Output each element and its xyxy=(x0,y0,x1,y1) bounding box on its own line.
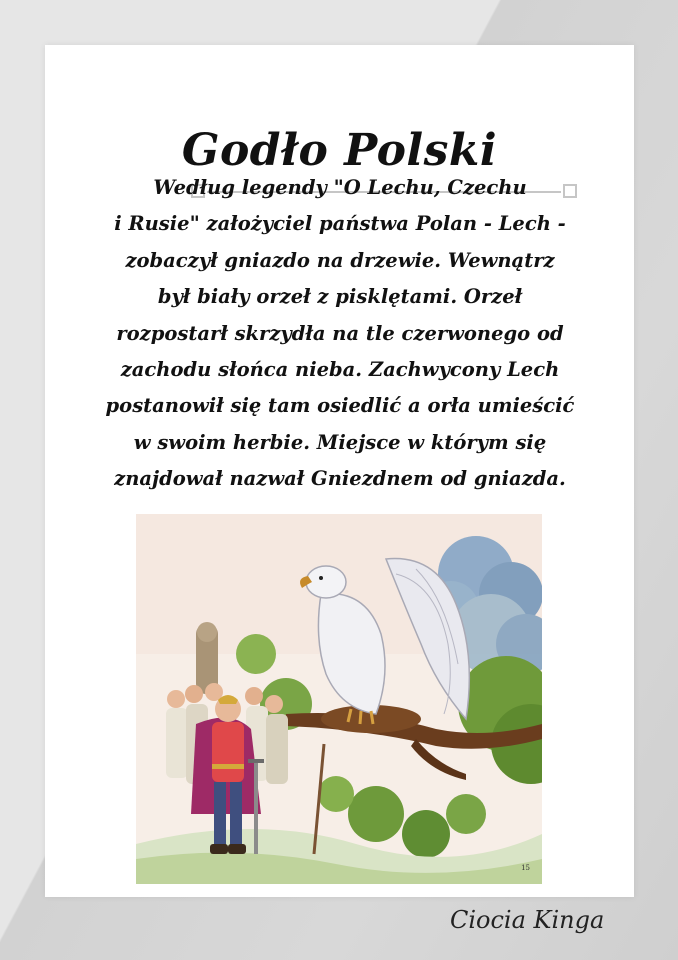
legend-text xyxy=(95,170,585,498)
legend-illustration xyxy=(136,514,542,884)
author-signature: Ciocia Kinga xyxy=(450,906,605,934)
legend-line: rozpostarł skrzydła na tle czerwonego od xyxy=(116,321,564,345)
illustration-page-number: 15 xyxy=(521,864,530,872)
page-title: Godło Polski xyxy=(181,125,498,176)
legend-line: zachodu słońca nieba. Zachwycony Lech xyxy=(120,358,560,382)
illustration-drawing xyxy=(136,514,542,884)
legend-line: był biały orzeł z pisklętami. Orzeł xyxy=(157,285,523,309)
legend-line: w swoim herbie. Miejsce w którym się xyxy=(133,430,547,454)
legend-line: postanowił się tam osiedlić a orła umieścić xyxy=(105,394,575,418)
legend-line: i Rusie" założyciel państwa Polan - Lech - xyxy=(114,212,566,236)
legend-line: znajdował nazwał Gniezdnem od gniazda. xyxy=(114,467,566,491)
legend-line: Według legendy "O Lechu, Czechu xyxy=(153,176,527,199)
legend-line: zobaczył gniazdo na drzewie. Wewnątrz xyxy=(125,248,555,272)
